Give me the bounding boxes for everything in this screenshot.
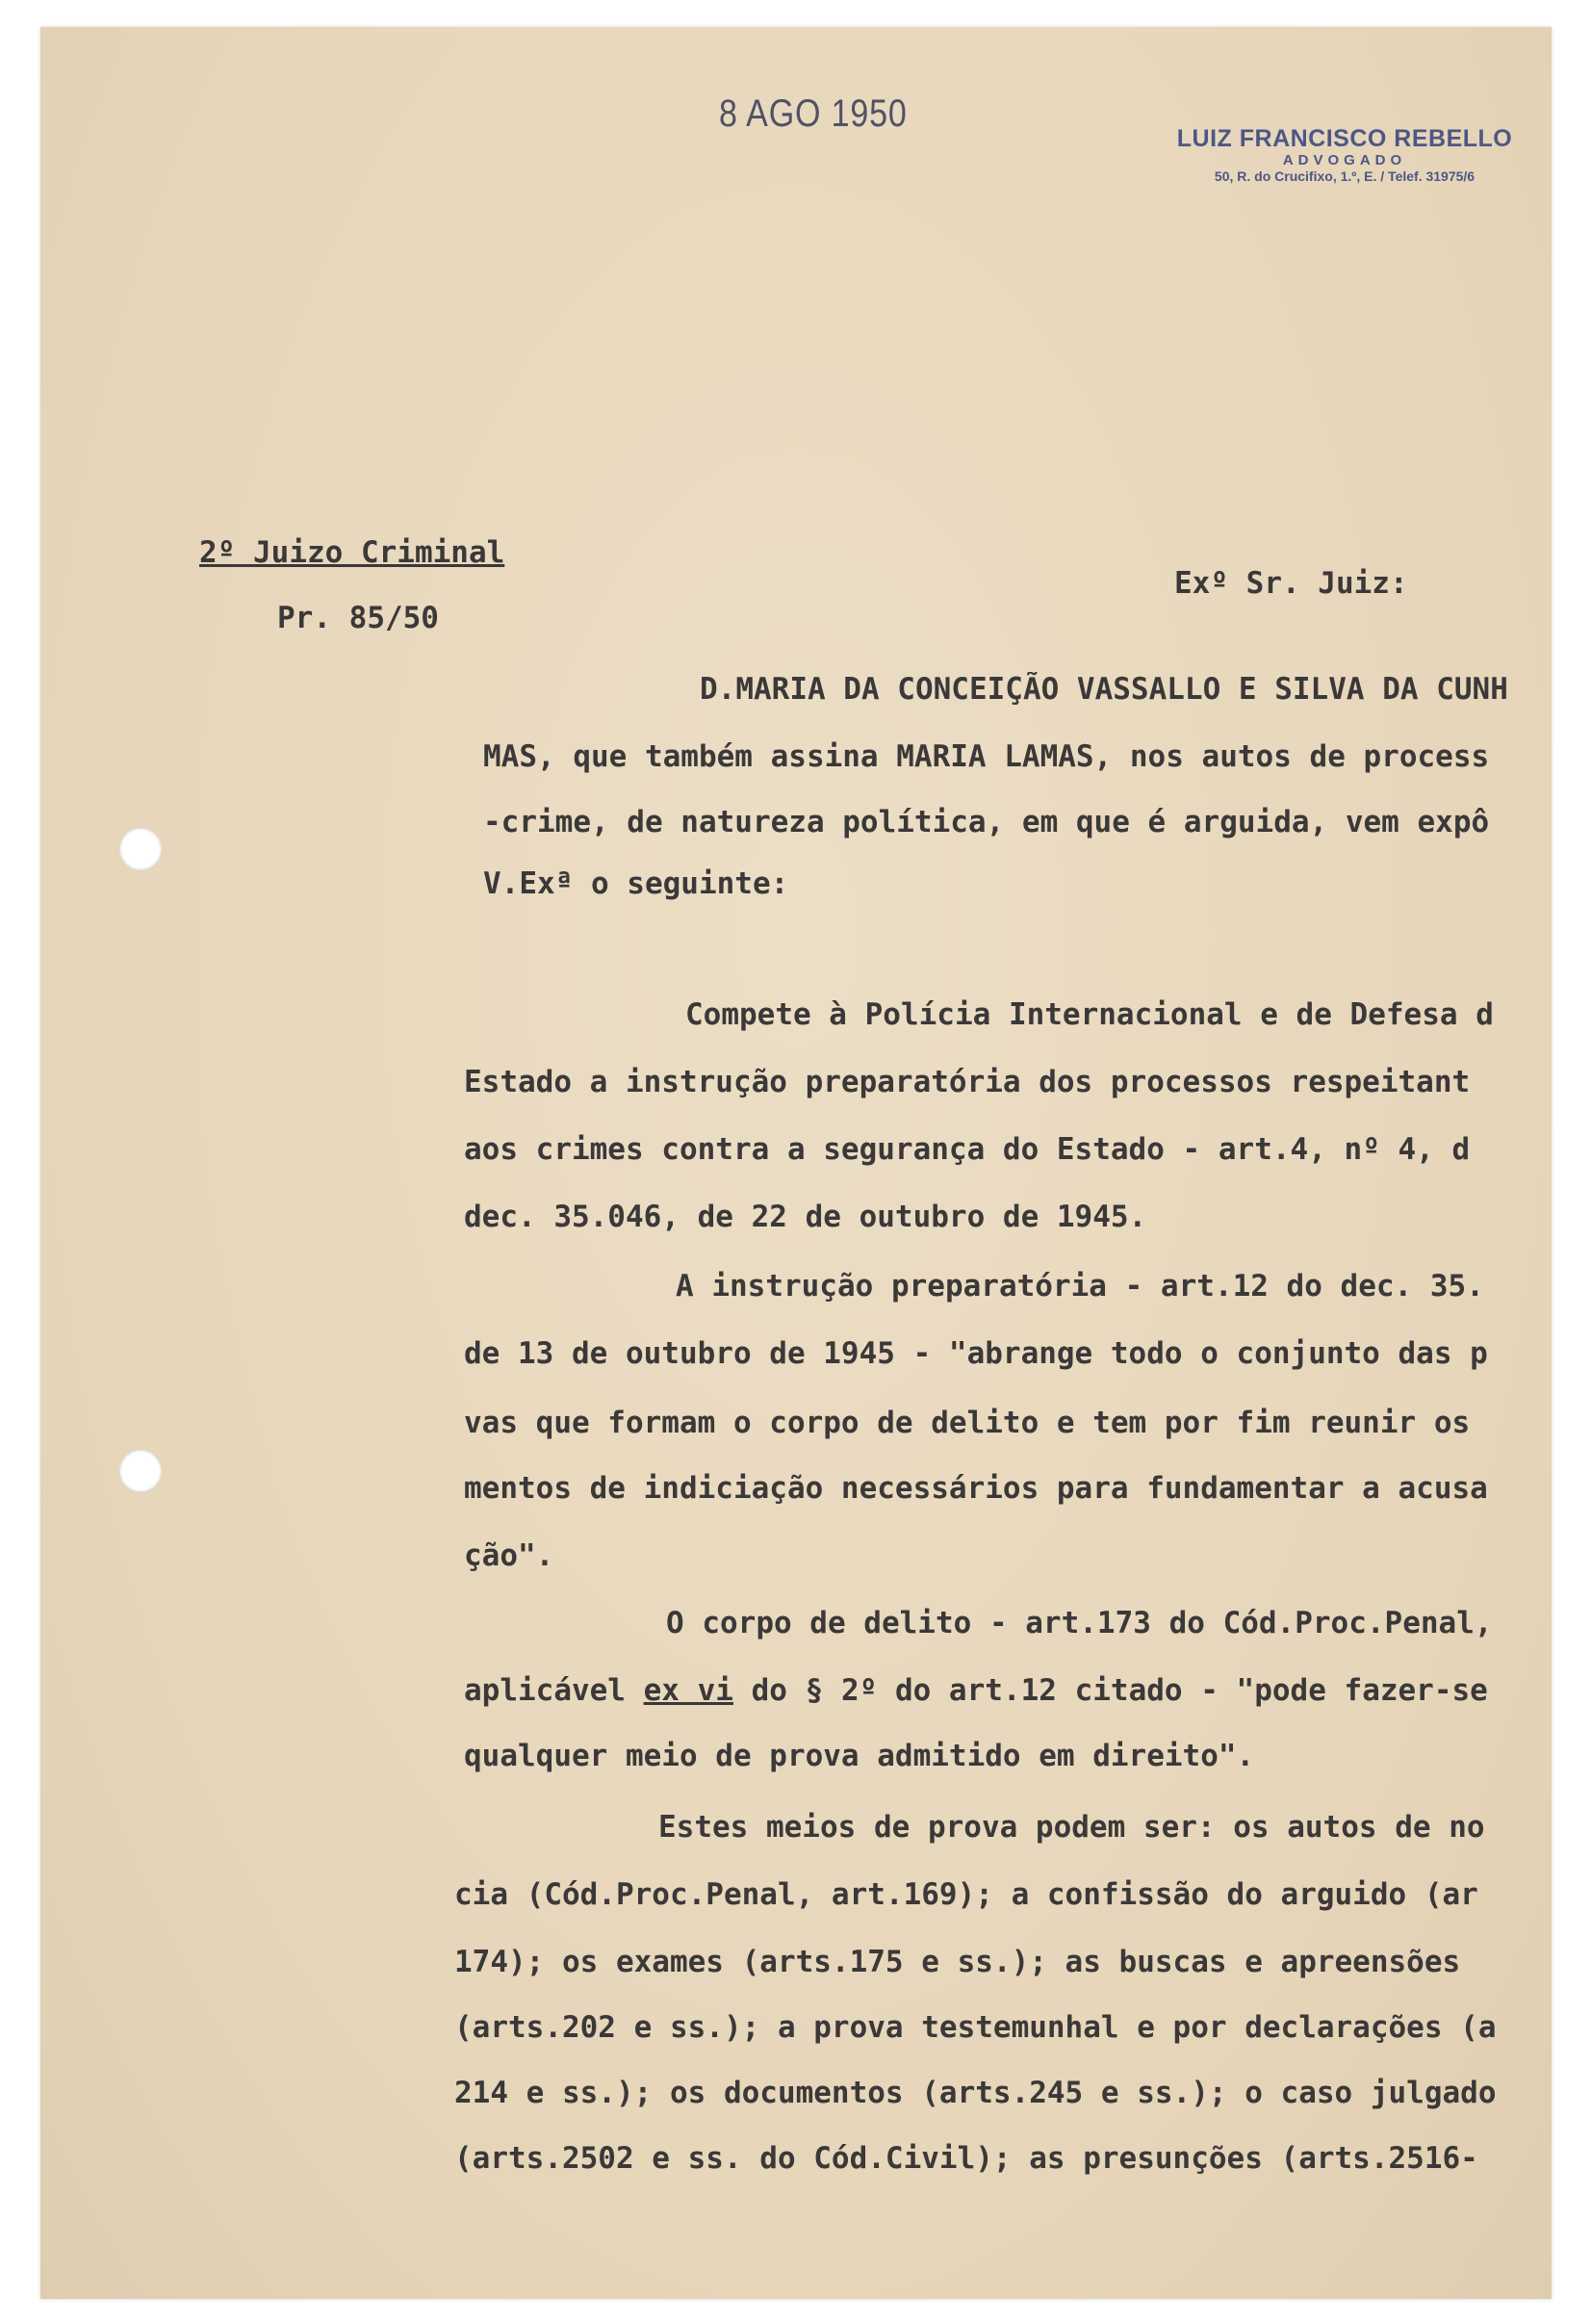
punch-hole-bottom: [119, 1450, 162, 1492]
body-text: aplicável: [464, 1673, 644, 1708]
court-heading: 2º Juizo Criminal: [199, 535, 505, 570]
body-line: aos crimes contra a segurança do Estado - art.4, nº 4, d: [464, 1132, 1471, 1167]
letterhead-address: 50, R. do Crucifixo, 1.º, E. / Telef. 31975/6: [1214, 168, 1476, 184]
body-line: mentos de indiciação necessários para fundamentar a acusa: [464, 1471, 1488, 1506]
body-line: 214 e ss.); os documentos (arts.245 e ss.); o caso julgado: [454, 2076, 1497, 2110]
body-line: Estado a instrução preparatória dos processos respeitant: [464, 1065, 1471, 1099]
body-line: Compete à Polícia Internacional e de Defesa d: [685, 997, 1494, 1032]
document-page: [40, 27, 1552, 2299]
body-line: O corpo de delito - art.173 do Cód.Proc.Penal,: [666, 1606, 1493, 1640]
salutation: Exº Sr. Juiz:: [1174, 566, 1408, 601]
body-line: qualquer meio de prova admitido em direito".: [464, 1739, 1255, 1773]
body-line: ção".: [464, 1538, 554, 1573]
body-line: cia (Cód.Proc.Penal, art.169); a confissão do arguido (ar: [454, 1877, 1478, 1912]
body-line: 174); os exames (arts.175 e ss.); as buscas e apreensões: [454, 1945, 1461, 1979]
body-line: D.MARIA DA CONCEIÇÃO VASSALLO E SILVA DA CUNH: [700, 672, 1508, 707]
body-line: Estes meios de prova podem ser: os autos de no: [658, 1810, 1485, 1845]
body-line: (arts.202 e ss.); a prova testemunhal e por declarações (a: [454, 2010, 1497, 2045]
body-line-mixed: [464, 1673, 1488, 1708]
punch-hole-top: [119, 828, 162, 870]
body-line: de 13 de outubro de 1945 - "abrange todo o conjunto das p: [464, 1336, 1488, 1371]
date-stamp: 8 AGO 1950: [719, 92, 908, 135]
letterhead-name: LUIZ FRANCISCO REBELLO: [1176, 125, 1513, 152]
body-line: V.Exª o seguinte:: [483, 866, 789, 901]
body-text: do § 2º do art.12 citado - "pode fazer-se: [732, 1673, 1488, 1708]
letterhead-role: ADVOGADO: [1282, 152, 1407, 168]
body-line: (arts.2502 e ss. do Cód.Civil); as presunções (arts.2516-: [454, 2141, 1478, 2176]
body-line: A instrução preparatória - art.12 do dec. 35.: [676, 1269, 1484, 1304]
body-line: MAS, que também assina MARIA LAMAS, nos autos de process: [483, 739, 1490, 774]
latin-phrase: ex vi: [643, 1673, 733, 1708]
process-number: Pr. 85/50: [277, 601, 439, 635]
body-line: vas que formam o corpo de delito e tem por fim reunir os: [464, 1406, 1471, 1440]
body-line: dec. 35.046, de 22 de outubro de 1945.: [464, 1200, 1147, 1234]
letterhead: [1147, 125, 1542, 184]
body-line: -crime, de natureza política, em que é arguida, vem expô: [483, 805, 1490, 839]
